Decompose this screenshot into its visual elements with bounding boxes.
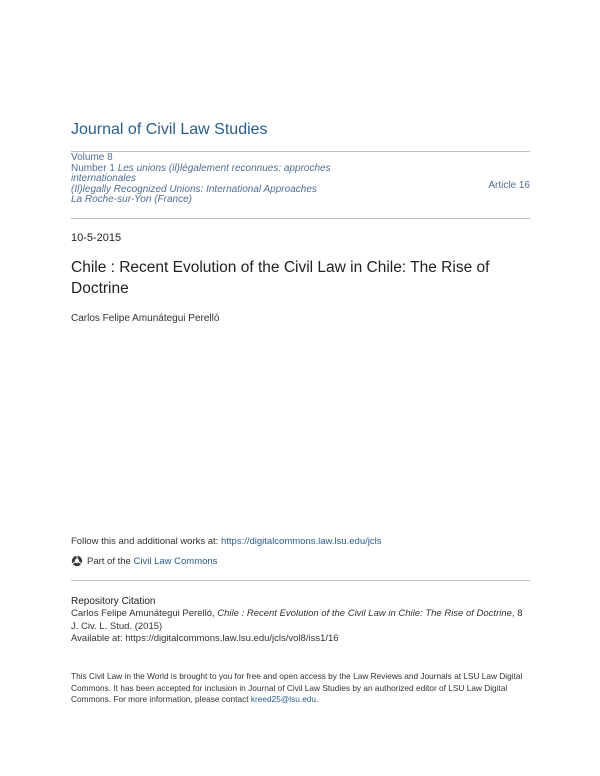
citation-title: Chile : Recent Evolution of the Civil Law in Chile: The Rise of Doctrine xyxy=(217,608,512,619)
issue-metadata xyxy=(71,153,371,206)
follow-link[interactable]: https://digitalcommons.law.lsu.edu/jcls xyxy=(220,536,382,547)
repository-citation xyxy=(71,608,530,646)
volume-link[interactable]: Volume 8 xyxy=(71,152,113,163)
civil-law-commons-link[interactable]: Civil Law Commons xyxy=(133,555,218,567)
article-number[interactable]: Article 16 xyxy=(488,180,530,191)
divider xyxy=(71,580,530,581)
publication-date: 10-5-2015 xyxy=(71,232,122,244)
issue-title-fr: Les unions (il)légalement reconnues: approches internationales xyxy=(71,162,331,185)
issue-title-en[interactable]: (Il)legally Recognized Unions: International Approaches xyxy=(71,183,317,195)
issue-location[interactable]: La Roche-sur-Yon (France) xyxy=(71,194,192,206)
available-at-url[interactable]: https://digitalcommons.law.lsu.edu/jcls/vol8/iss1/16 xyxy=(125,633,339,644)
network-icon xyxy=(71,555,83,567)
citation-author: Carlos Felipe Amunátegui Perelló, xyxy=(71,608,215,619)
journal-title[interactable]: Journal of Civil Law Studies xyxy=(71,121,268,138)
footer-end: . xyxy=(316,694,319,704)
footer-notice xyxy=(71,671,530,706)
part-of-label: Part of the xyxy=(87,555,131,567)
author-name: Carlos Felipe Amunátegui Perelló xyxy=(71,313,220,324)
issue-number: Number 1 xyxy=(71,162,115,174)
follow-line xyxy=(71,536,382,547)
footer-text: This Civil Law in the World is brought to you for free and open access by the Law Reviews and Journals at LSU Law Digital Commons. It has been accepted for inclusion in Journal of Civil Law Studies by an authorized editor of LSU Law Digital Commons. For more information, please contact xyxy=(71,671,523,704)
citation-source: , 8 J. Civ. L. Stud. (2015) xyxy=(71,608,523,632)
repository-citation-heading: Repository Citation xyxy=(71,596,156,607)
issue-line[interactable] xyxy=(71,164,371,185)
part-of-line xyxy=(71,555,217,567)
divider xyxy=(71,151,530,152)
article-title: Chile : Recent Evolution of the Civil Law in Chile: The Rise of Doctrine xyxy=(71,259,490,297)
available-at-label: Available at: xyxy=(71,633,123,644)
follow-label: Follow this and additional works at: xyxy=(71,536,219,547)
divider xyxy=(71,218,530,219)
contact-email-link[interactable]: kreed25@lsu.edu xyxy=(250,694,317,704)
